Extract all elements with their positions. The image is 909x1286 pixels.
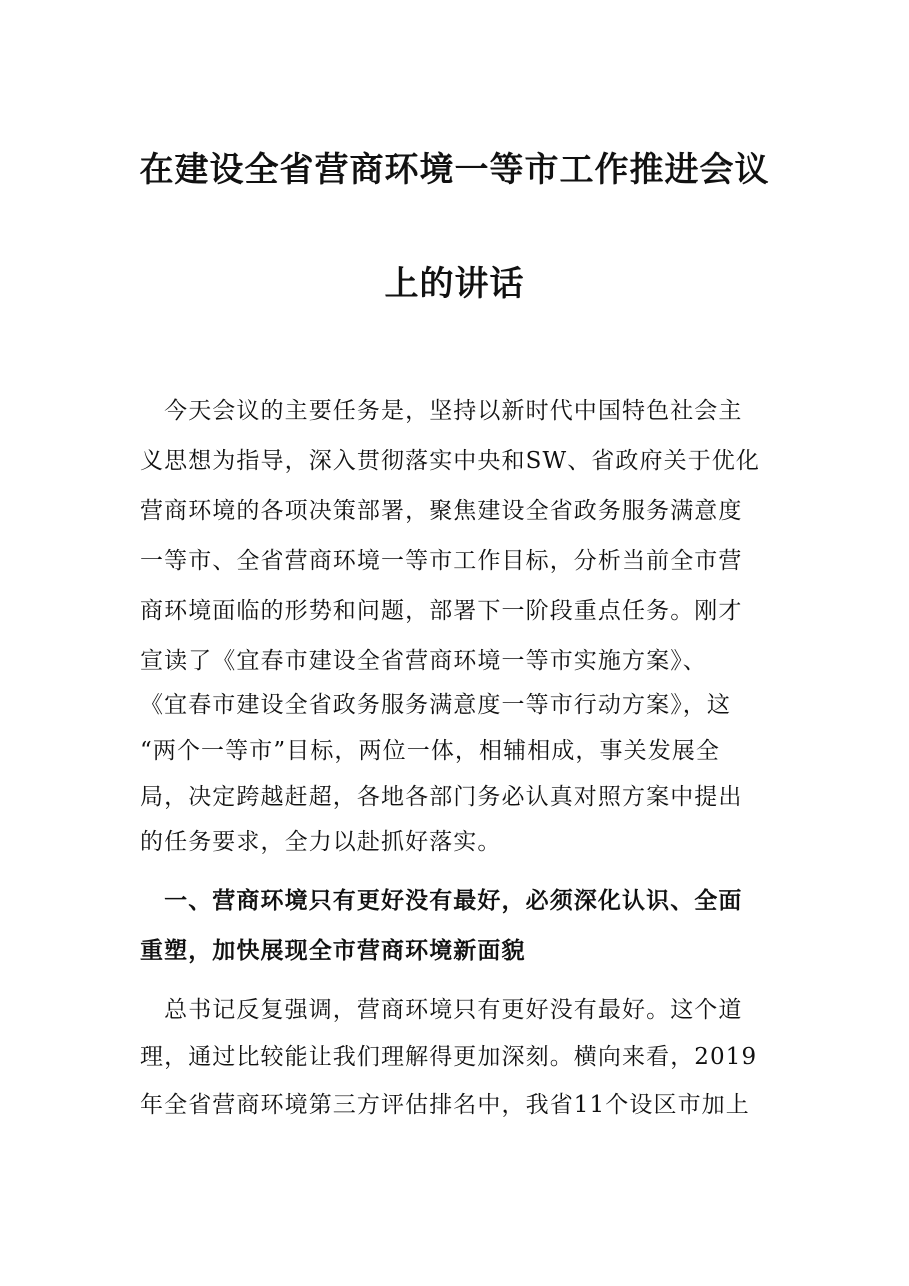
paragraph-2-line-3: 年全省营商环境第三方评估排名中，我省11个设区市加上 xyxy=(140,1092,750,1118)
paragraph-1-line-8: “两个一等市”目标，两位一体，相辅相成，事关发展全 xyxy=(140,738,721,764)
section-heading-1-line-1: 一、营商环境只有更好没有最好，必须深化认识、全面 xyxy=(140,887,743,914)
paragraph-1-line-9: 局，决定跨越赶超，各地各部门务必认真对照方案中提出 xyxy=(140,784,743,810)
paragraph-1-line-1: 今天会议的主要任务是，坚持以新时代中国特色社会主 xyxy=(140,398,743,424)
document-title-line-2: 上的讲话 xyxy=(384,264,525,304)
paragraph-1-line-4: 一等市、全省营商环境一等市工作目标，分析当前全市营 xyxy=(140,548,743,574)
paragraph-2-line-2: 理，通过比较能让我们理解得更加深刻。横向来看，2019 xyxy=(140,1044,758,1070)
paragraph-1-line-6: 宣读了《宜春市建设全省营商环境一等市实施方案》、 xyxy=(140,648,707,674)
paragraph-1-line-5: 商环境面临的形势和问题，部署下一阶段重点任务。刚才 xyxy=(140,598,743,624)
document-title-line-1: 在建设全省营商环境一等市工作推进会议 xyxy=(139,150,770,190)
paragraph-1-line-10: 的任务要求，全力以赴抓好落实。 xyxy=(140,829,502,855)
paragraph-2-line-1: 总书记反复强调，营商环境只有更好没有最好。这个道 xyxy=(140,997,743,1023)
paragraph-1-line-7: 《宜春市建设全省政务服务满意度一等市行动方案》，这 xyxy=(140,692,731,718)
paragraph-1-line-3: 营商环境的各项决策部署，聚焦建设全省政务服务满意度 xyxy=(140,498,743,524)
section-heading-1-line-2: 重塑，加快展现全市营商环境新面貌 xyxy=(140,937,526,964)
paragraph-1-line-2: 义思想为指导，深入贯彻落实中央和SW、省政府关于优化 xyxy=(140,448,760,474)
